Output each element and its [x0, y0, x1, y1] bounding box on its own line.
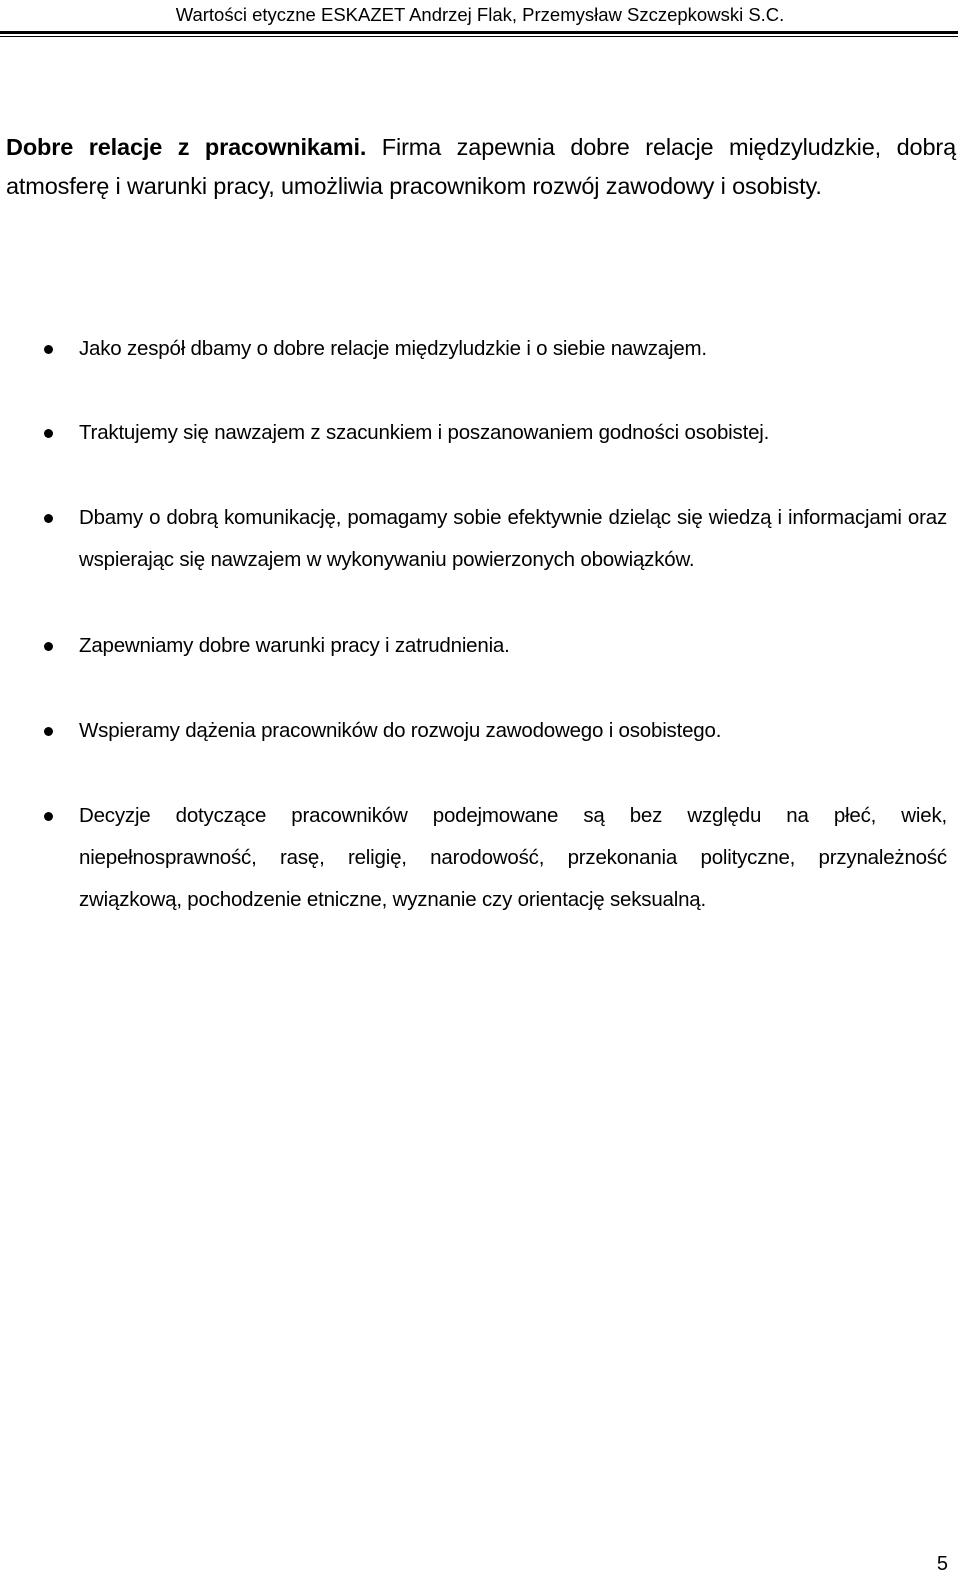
list-item-text: Jako zespół dbamy o dobre relacje międzyludzkie i o siebie nawzajem. [79, 337, 707, 360]
header-rule-thick [0, 31, 958, 34]
list-item-text: Decyzje dotyczące pracowników podejmowane są bez względu na płeć, wiek, niepełnosprawność, rasę, religię, narodowość, przekonania polityczne, przynależność związkową, pochodzenie etniczne, wyznanie czy orientację seksualną. [79, 804, 947, 911]
intro-bold-lead: Dobre relacje z pracownikami. [6, 134, 367, 160]
page-number: 5 [936, 1553, 948, 1575]
list-item-text: Zapewniamy dobre warunki pracy i zatrudnienia. [79, 634, 510, 657]
bullet-icon [44, 429, 53, 438]
intro-text: Firma zapewnia dobre relacje międzyludzkie, dobrą atmosferę i warunki pracy, umożliwia pracownikom rozwój zawodowy i osobisty. [6, 134, 956, 199]
header-rule-thin [0, 36, 958, 37]
bullet-icon [44, 514, 53, 523]
bullet-icon [44, 642, 53, 651]
bullet-icon [44, 345, 53, 354]
list-item-text: Traktujemy się nawzajem z szacunkiem i poszanowaniem godności osobistej. [79, 421, 770, 444]
list-item-text: Dbamy o dobrą komunikację, pomagamy sobie efektywnie dzieląc się wiedzą i informacjami oraz wspierając się nawzajem w wykonywaniu powierzonych obowiązków. [79, 506, 947, 571]
intro-paragraph [6, 128, 956, 206]
bullet-icon [44, 812, 53, 821]
page-header [0, 0, 960, 34]
bullet-icon [44, 727, 53, 736]
list-item-text: Wspieramy dążenia pracowników do rozwoju zawodowego i osobistego. [79, 719, 722, 742]
header-title: Wartości etyczne ESKAZET Andrzej Flak, Przemysław Szczepkowski S.C. [175, 4, 785, 25]
